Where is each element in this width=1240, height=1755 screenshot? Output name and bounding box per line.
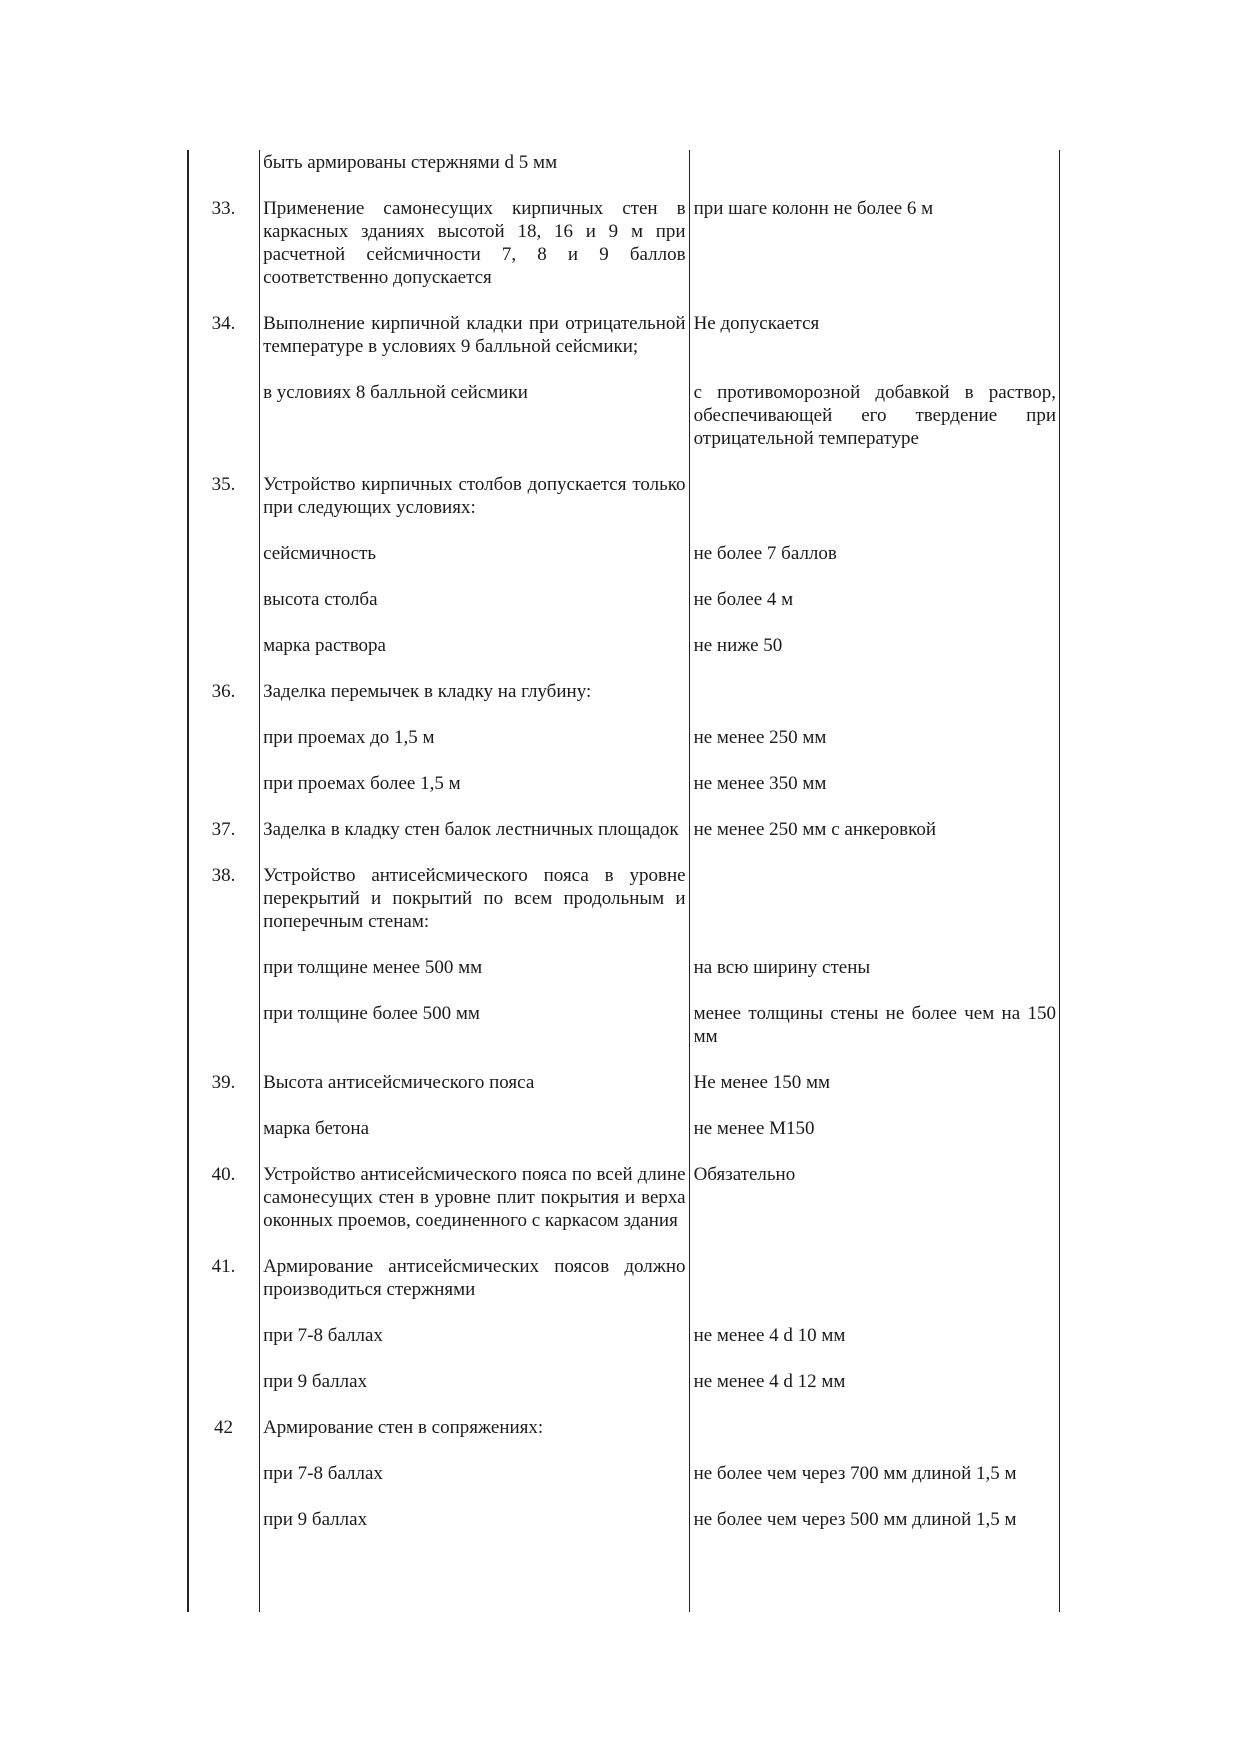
table-row xyxy=(188,818,1060,864)
requirement-value xyxy=(690,1255,1060,1324)
requirement-value: не более чем через 700 мм длиной 1,5 м xyxy=(693,1463,1017,1484)
table-row xyxy=(188,1324,1060,1370)
requirement-text: Заделка в кладку стен балок лестничных площадок xyxy=(263,819,679,840)
requirement-text: Армирование стен в сопряжениях: xyxy=(263,1417,544,1438)
row-number xyxy=(188,1324,259,1370)
requirement-text: при 7-8 баллах xyxy=(263,1463,383,1484)
row-number: 40. xyxy=(211,1164,236,1185)
requirement-value: не менее 4 d 12 мм xyxy=(693,1371,846,1392)
requirement-text: Выполнение кирпичной кладки при отрицательной температуре в условиях 9 балльной сейсмики; xyxy=(263,313,686,357)
table-row xyxy=(188,1117,1060,1163)
requirement-value: с противоморозной добавкой в раствор, обеспечивающей его твердение при отрицательной температуре xyxy=(693,382,1056,449)
row-number: 36. xyxy=(211,681,236,702)
requirement-value: Не менее 150 мм xyxy=(693,1072,831,1093)
requirement-value: Обязательно xyxy=(693,1164,796,1185)
requirement-text: Заделка перемычек в кладку на глубину: xyxy=(263,681,592,702)
requirement-text: Устройство антисейсмического пояса в уровне перекрытий и покрытий по всем продольным и поперечным стенам: xyxy=(263,865,686,932)
requirement-text: Применение самонесущих кирпичных стен в каркасных зданиях высотой 18, 16 и 9 м при расчетной сейсмичности 7, 8 и 9 баллов соответственно допускается xyxy=(263,198,686,288)
row-number: 41. xyxy=(211,1256,236,1277)
requirement-text: при проемах до 1,5 м xyxy=(263,727,435,748)
table-row xyxy=(188,1508,1060,1554)
table-row xyxy=(188,864,1060,956)
requirement-text: марка раствора xyxy=(263,635,386,656)
requirement-value xyxy=(690,473,1060,542)
table-row xyxy=(188,542,1060,588)
row-number xyxy=(188,1370,259,1416)
requirement-value: не менее 250 мм с анкеровкой xyxy=(693,819,937,840)
requirement-text: при 9 баллах xyxy=(263,1509,368,1530)
row-number: 35. xyxy=(211,474,236,495)
requirement-value: не менее 350 мм xyxy=(693,773,827,794)
row-number xyxy=(188,151,259,197)
table-row xyxy=(188,1163,1060,1255)
requirement-text: при толщине менее 500 мм xyxy=(263,957,483,978)
requirement-text: Высота антисейсмического пояса xyxy=(263,1072,535,1093)
row-number: 39. xyxy=(211,1072,236,1093)
table-row xyxy=(188,197,1060,312)
requirement-value xyxy=(690,1416,1060,1462)
requirement-value: не более чем через 500 мм длиной 1,5 м xyxy=(693,1509,1017,1530)
requirement-text: Устройство кирпичных столбов допускается только при следующих условиях: xyxy=(263,474,686,518)
table-row xyxy=(188,473,1060,542)
table-row xyxy=(188,726,1060,772)
row-number: 38. xyxy=(211,865,236,886)
table-row xyxy=(188,1370,1060,1416)
row-number: 34. xyxy=(211,313,236,334)
row-number xyxy=(188,634,259,680)
requirement-text: высота столба xyxy=(263,589,378,610)
requirement-value: не более 7 баллов xyxy=(693,543,837,564)
requirement-text: Армирование антисейсмических поясов должно производиться стержнями xyxy=(263,1256,686,1300)
requirement-text: при проемах более 1,5 м xyxy=(263,773,461,794)
table-row xyxy=(188,1255,1060,1324)
table-row xyxy=(188,151,1060,197)
requirement-text: Устройство антисейсмического пояса по всей длине самонесущих стен в уровне плит покрытия и верха оконных проемов, соединенного с каркасом здания xyxy=(263,1164,686,1231)
table-row xyxy=(188,588,1060,634)
requirement-value: на всю ширину стены xyxy=(693,957,871,978)
row-number xyxy=(188,542,259,588)
requirement-text: марка бетона xyxy=(263,1118,370,1139)
requirement-value xyxy=(690,151,1060,197)
requirement-value: менее толщины стены не более чем на 150 мм xyxy=(693,1003,1056,1047)
row-number xyxy=(188,1462,259,1508)
requirement-value xyxy=(690,864,1060,956)
requirement-value: не ниже 50 xyxy=(693,635,783,656)
requirement-value xyxy=(690,680,1060,726)
row-number xyxy=(188,1508,259,1554)
row-number xyxy=(188,726,259,772)
row-number xyxy=(188,381,259,473)
requirement-value: Не допускается xyxy=(693,313,820,334)
table-row xyxy=(188,312,1060,381)
requirements-table-body xyxy=(188,151,1060,1554)
table-row xyxy=(188,381,1060,473)
table-row xyxy=(188,680,1060,726)
row-number xyxy=(188,588,259,634)
table-row xyxy=(188,1002,1060,1071)
table-row xyxy=(188,634,1060,680)
requirements-table xyxy=(188,151,1060,1554)
requirement-text: при 7-8 баллах xyxy=(263,1325,383,1346)
requirement-value: при шаге колонн не более 6 м xyxy=(693,198,934,219)
requirement-text: в условиях 8 балльной сейсмики xyxy=(263,382,528,403)
row-number: 33. xyxy=(211,198,236,219)
row-number: 42 xyxy=(214,1417,234,1438)
requirement-text: при толщине более 500 мм xyxy=(263,1003,480,1024)
row-number xyxy=(188,1002,259,1071)
requirement-value: не менее 4 d 10 мм xyxy=(693,1325,846,1346)
row-number xyxy=(188,1117,259,1163)
requirement-value: не более 4 м xyxy=(693,589,794,610)
row-number: 37. xyxy=(211,819,236,840)
table-row xyxy=(188,956,1060,1002)
row-number xyxy=(188,772,259,818)
table-row xyxy=(188,772,1060,818)
requirement-text: сейсмичность xyxy=(263,543,377,564)
requirement-text: быть армированы стержнями d 5 мм xyxy=(263,152,558,173)
table-row xyxy=(188,1462,1060,1508)
table-row xyxy=(188,1416,1060,1462)
row-number xyxy=(188,956,259,1002)
requirement-value: не менее 250 мм xyxy=(693,727,827,748)
requirement-text: при 9 баллах xyxy=(263,1371,368,1392)
table-row xyxy=(188,1071,1060,1117)
requirement-value: не менее М150 xyxy=(693,1118,815,1139)
